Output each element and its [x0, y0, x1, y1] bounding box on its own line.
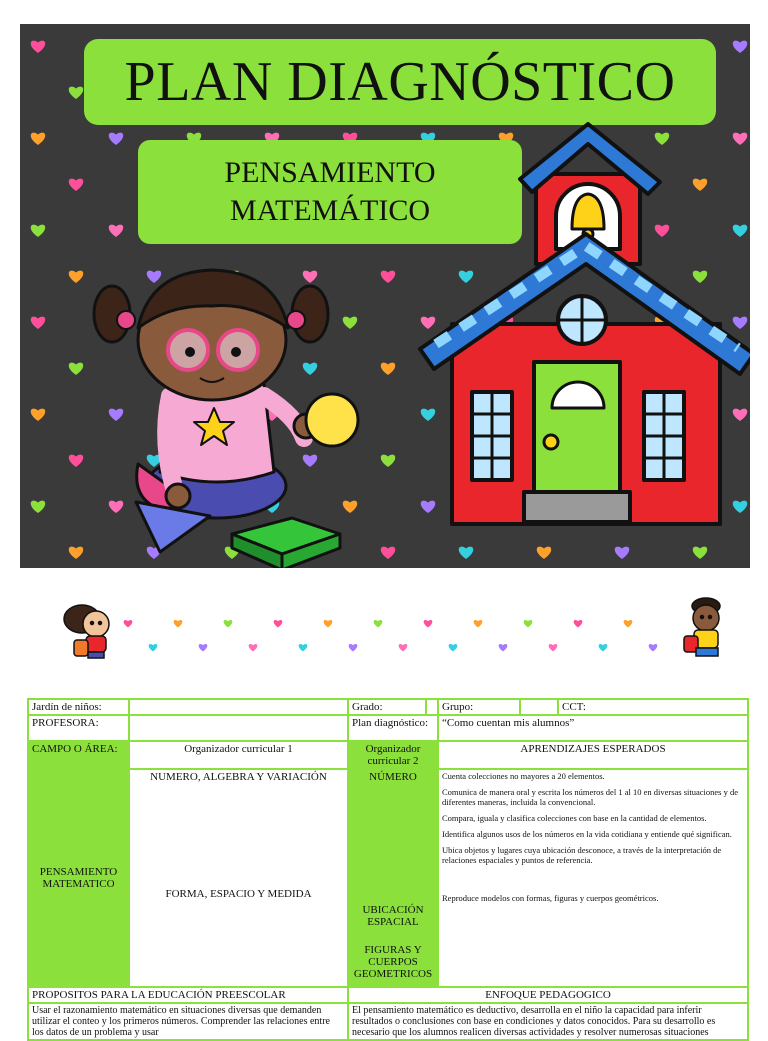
org1-numero: NUMERO, ALGEBRA Y VARIACIÓN	[150, 771, 327, 783]
cct-label: CCT:	[558, 699, 748, 715]
heart-icon	[524, 620, 533, 627]
heart-icon	[224, 620, 233, 627]
enfoque-text: El pensamiento matemático es deductivo, desarrolla en el niño la capacidad para inferir resultados o conclusiones con base en condiciones y datos conocidos. Para su desarrollo es necesario que los alumnos realicen diversas actividades y resolver numerosas situaciones	[348, 1003, 748, 1040]
profesora-field[interactable]	[129, 715, 348, 741]
plan-label: Plan diagnóstico:	[348, 715, 438, 741]
heart-icon	[549, 644, 558, 651]
jardin-label: Jardín de niños:	[28, 699, 129, 715]
heart-icon	[374, 620, 383, 627]
heart-icon	[649, 644, 658, 651]
heart-icon	[399, 644, 408, 651]
page-title: PLAN DIAGNÓSTICO	[124, 51, 676, 113]
girl-with-backpack-icon	[64, 605, 109, 658]
list-item: Reproduce modelos con formas, figuras y cuerpos geométricos.	[442, 893, 659, 903]
heart-icon	[249, 644, 258, 651]
table-row	[28, 1003, 748, 1040]
divider-heart-row	[124, 620, 658, 651]
table-row	[28, 987, 748, 1003]
grado-field[interactable]	[426, 699, 438, 715]
heart-icon	[474, 620, 483, 627]
hearts-divider	[60, 596, 730, 666]
table-row	[28, 715, 748, 741]
heart-icon	[174, 620, 183, 627]
heart-icon	[599, 644, 608, 651]
cover-art	[20, 24, 750, 568]
table-row	[28, 769, 748, 987]
plan-value: “Como cuentan mis alumnos”	[438, 715, 748, 741]
campo-value: PENSAMIENTO MATEMATICO	[28, 769, 129, 987]
heart-icon	[349, 644, 358, 651]
aprendizajes-list	[438, 769, 748, 987]
heart-icon	[424, 620, 433, 627]
org2-ubicacion: UBICACIÓN ESPACIAL	[362, 904, 424, 928]
org2-cell	[348, 769, 438, 987]
table-row	[28, 699, 748, 715]
school-house-icon	[420, 124, 750, 524]
heart-icon	[574, 620, 583, 627]
profesora-label: PROFESORA:	[28, 715, 129, 741]
heart-icon	[149, 644, 158, 651]
cover-illustration	[20, 24, 750, 568]
heart-icon	[274, 620, 283, 627]
table-row	[28, 741, 748, 769]
propositos-header: PROPOSITOS PARA LA EDUCACIÓN PREESCOLAR	[28, 987, 348, 1003]
org2-header: Organizador curricular 2	[348, 741, 438, 769]
enfoque-header: ENFOQUE PEDAGOGICO	[348, 987, 748, 1003]
propositos-text: Usar el razonamiento matemático en situaciones diversas que demanden utilizar el conteo y los primeros números. Comprender las relaciones entre los datos de un problema y usar	[28, 1003, 348, 1040]
grupo-field[interactable]	[520, 699, 558, 715]
heart-icon	[199, 644, 208, 651]
list-item: Comunica de manera oral y escrita los números del 1 al 10 en diversas situaciones y de diferentes maneras, incluida la convencional.	[442, 787, 738, 807]
heart-icon	[449, 644, 458, 651]
heart-icon	[299, 644, 308, 651]
subtitle-line-2: MATEMÁTICO	[230, 194, 430, 227]
list-item: Identifica algunos usos de los números en la vida cotidiana y entiende qué significan.	[442, 829, 732, 839]
heart-icon	[499, 644, 508, 651]
subtitle-line-1: PENSAMIENTO	[224, 156, 436, 189]
org1-cell	[129, 769, 348, 987]
grupo-label: Grupo:	[438, 699, 520, 715]
org1-forma: FORMA, ESPACIO Y MEDIDA	[165, 888, 312, 900]
list-item: Compara, iguala y clasifica colecciones con base en la cantidad de elementos.	[442, 813, 707, 823]
list-item: Cuenta colecciones no mayores a 20 elementos.	[442, 771, 605, 781]
campo-header: CAMPO O ÁREA:	[28, 741, 129, 769]
aprendizajes-header: APRENDIZAJES ESPERADOS	[438, 741, 748, 769]
girl-with-shapes-icon	[94, 270, 358, 568]
grado-label: Grado:	[348, 699, 426, 715]
org2-numero: NÚMERO	[369, 771, 417, 783]
org2-figuras: FIGURAS Y CUERPOS GEOMETRICOS	[353, 944, 433, 980]
list-item: Ubica objetos y lugares cuya ubicación desconoce, a través de la interpretación de relaciones espaciales y puntos de referencia.	[442, 845, 722, 865]
heart-icon	[124, 620, 133, 627]
boy-with-backpack-icon	[684, 598, 720, 656]
org1-header: Organizador curricular 1	[129, 741, 348, 769]
heart-icon	[324, 620, 333, 627]
diagnostic-plan-table	[27, 698, 749, 1041]
heart-icon	[624, 620, 633, 627]
jardin-field[interactable]	[129, 699, 348, 715]
